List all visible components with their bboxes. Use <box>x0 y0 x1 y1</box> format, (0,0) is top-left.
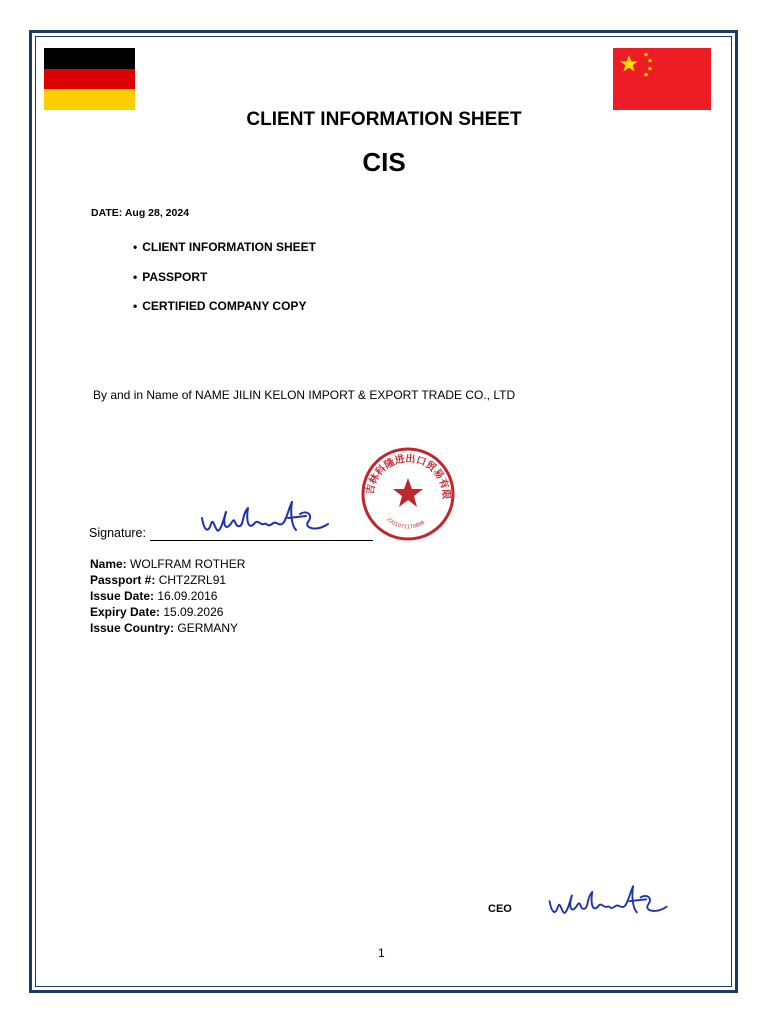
small-stars-icon <box>643 52 652 77</box>
issue-date: 16.09.2016 <box>157 589 218 603</box>
checklist-item: • CLIENT INFORMATION SHEET <box>133 240 316 270</box>
name-row: Name: WOLFRAM ROTHER <box>90 557 246 571</box>
date-label: DATE: Aug 28, 2024 <box>91 207 190 219</box>
seal-number: 2201071170898 <box>385 516 426 531</box>
person-details <box>90 556 245 636</box>
company-seal <box>359 445 457 548</box>
page-number: 1 <box>378 946 385 960</box>
expiry-date: 15.09.2026 <box>163 605 224 619</box>
ceo-signature <box>544 880 674 931</box>
ceo-label: CEO <box>488 903 512 915</box>
seal-text: 吉林科隆进出口贸易有限 <box>364 453 452 500</box>
germany-flag <box>44 48 135 110</box>
issue-country-row: Issue Country: GERMANY <box>90 621 239 635</box>
checklist-item: • CERTIFIED COMPANY COPY <box>133 299 316 329</box>
issue-country: GERMANY <box>177 621 239 635</box>
china-flag <box>613 48 711 110</box>
document-title: CLIENT INFORMATION SHEET <box>246 109 522 130</box>
passport-number: CHT2ZRL91 <box>158 573 227 587</box>
handwritten-signature <box>196 496 336 549</box>
expiry-date-row: Expiry Date: 15.09.2026 <box>90 605 224 619</box>
checklist-item: • PASSPORT <box>133 270 316 300</box>
document-subtitle: CIS <box>362 147 406 177</box>
document-checklist <box>133 240 316 329</box>
passport-row: Passport #: CHT2ZRL91 <box>90 573 227 587</box>
svg-text:2201071170898 <box>385 517 426 531</box>
signature-label: Signature: <box>89 526 146 540</box>
person-name: WOLFRAM ROTHER <box>130 557 246 571</box>
seal-star-icon <box>393 478 423 507</box>
by-name-statement: By and in Name of NAME JILIN KELON IMPORT & EXPORT TRADE CO., LTD <box>93 388 516 402</box>
large-star-icon <box>620 55 638 72</box>
issue-date-row: Issue Date: 16.09.2016 <box>90 589 218 603</box>
